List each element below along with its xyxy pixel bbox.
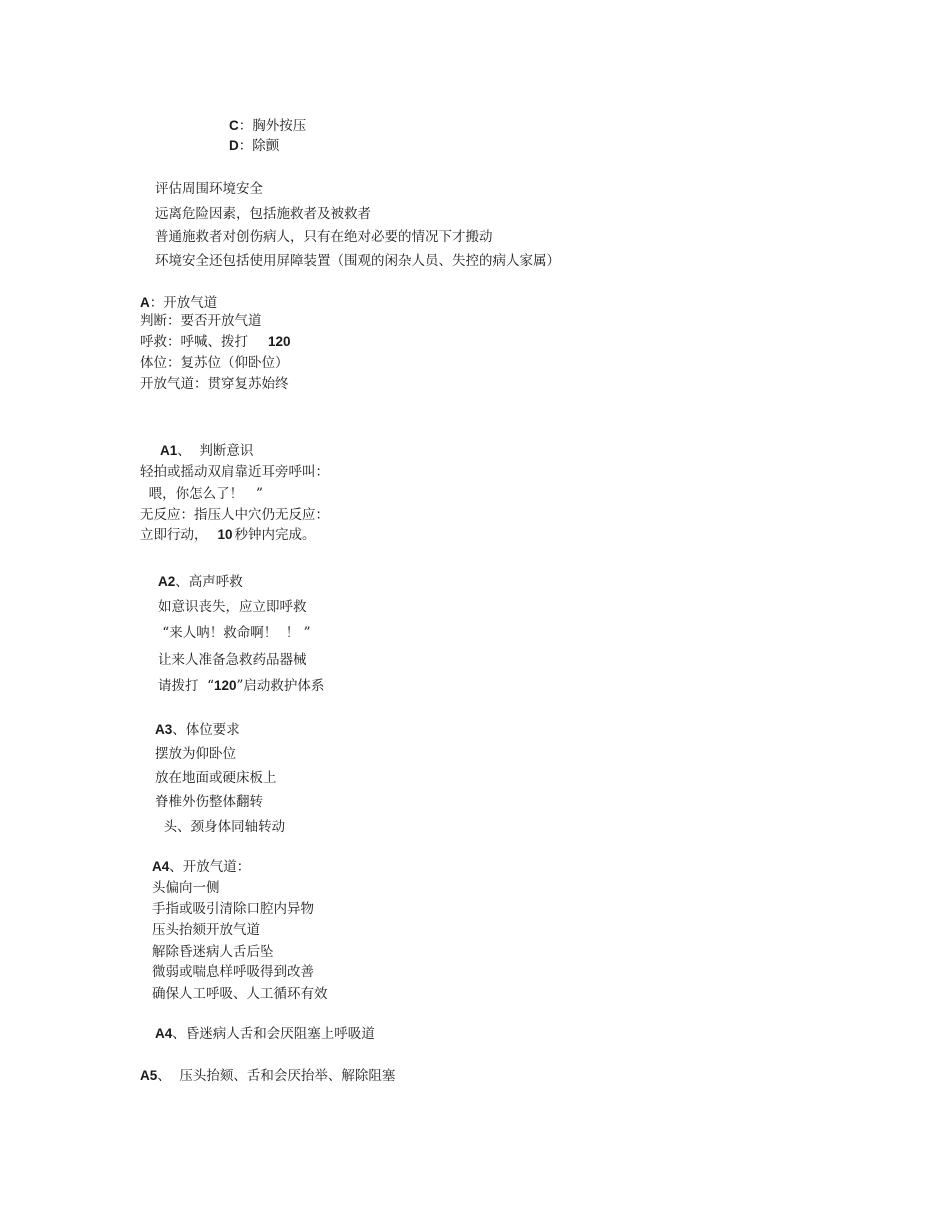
a5-title: 、 压头抬颏、舌和会厌抬举、解除阻塞 — [157, 1068, 396, 1084]
a-open: 开放气道：贯穿复苏始终 — [140, 376, 289, 392]
a3-key: A3 — [155, 722, 173, 737]
a5-heading — [140, 1067, 395, 1085]
step-c-text: ：胸外按压 — [238, 118, 307, 134]
a2-line: 让来人准备急救药品器械 — [158, 652, 307, 668]
a-judge: 判断：要否开放气道 — [140, 313, 262, 329]
a3-title: 、体位要求 — [172, 722, 240, 738]
section-a-title: ：开放气道 — [149, 295, 218, 311]
a3-line: 放在地面或硬床板上 — [155, 770, 277, 786]
a2-line-text: 请拨打 “ — [158, 678, 214, 694]
a1-line: 轻拍或摇动双肩靠近耳旁呼叫： — [140, 464, 329, 480]
a1-key: A1 — [160, 443, 178, 458]
a4-title: 、开放气道： — [169, 859, 251, 875]
a1-line: 无反应：指压人中穴仍无反应： — [140, 507, 329, 523]
env-line: 环境安全还包括使用屏障装置（围观的闲杂人员、失控的病人家属） — [155, 253, 560, 269]
a4-line: 微弱或喘息样呼吸得到改善 — [152, 964, 314, 980]
a4-line: 头偏向一侧 — [152, 880, 220, 896]
a4-line: 确保人工呼吸、人工循环有效 — [152, 986, 328, 1002]
a2-heading — [158, 573, 243, 591]
a3-line: 头、颈身体同轴转动 — [155, 819, 286, 835]
a3-heading — [155, 721, 240, 739]
env-line: 普通施救者对创伤病人，只有在绝对必要的情况下才搬动 — [155, 229, 493, 245]
env-line: 远离危险因素，包括施救者及被救者 — [155, 206, 371, 222]
a3-line: 脊椎外伤整体翻转 — [155, 794, 263, 810]
a4-key: A4 — [152, 859, 170, 874]
a-call-number: 120 — [268, 334, 291, 349]
a-position: 体位：复苏位（仰卧位） — [140, 355, 289, 371]
step-d — [229, 137, 279, 155]
step-c-key: C — [229, 118, 239, 133]
step-d-text: ：除颤 — [238, 138, 280, 154]
section-a-key: A — [140, 295, 150, 310]
a1-seconds: 10 — [217, 527, 233, 542]
a2-line — [158, 677, 324, 695]
a1-line-text: 立即行动， — [140, 527, 208, 543]
a4b-title: 、昏迷病人舌和会厌阻塞上呼吸道 — [172, 1026, 375, 1042]
a4-line: 压头抬颏开放气道 — [152, 922, 260, 938]
a1-heading — [160, 442, 253, 460]
a4b-key: A4 — [155, 1026, 173, 1041]
a2-line: “来人呐！救命啊！ ！ ” — [158, 625, 311, 641]
a3-line: 摆放为仰卧位 — [155, 746, 236, 762]
a1-title: 、 判断意识 — [177, 443, 254, 459]
step-d-key: D — [229, 138, 239, 153]
step-c — [229, 117, 306, 135]
a2-line: 如意识丧失，应立即呼救 — [158, 599, 307, 615]
a2-line-text: ”启动救护体系 — [236, 678, 325, 694]
a1-line-text: 秒钟内完成。 — [234, 527, 316, 543]
a-call-text: 呼救：呼喊、拨打 — [140, 334, 248, 350]
env-line: 评估周围环境安全 — [155, 181, 263, 197]
section-a-heading — [140, 294, 217, 312]
a2-key: A2 — [158, 574, 176, 589]
a4-line: 解除昏迷病人舌后坠 — [152, 944, 274, 960]
a1-line — [140, 526, 316, 544]
a4-line: 手指或吸引清除口腔内异物 — [152, 901, 314, 917]
a1-line: 喂，你怎么了！ ” — [140, 486, 263, 502]
a2-title: 、高声呼救 — [175, 574, 243, 590]
a4b-heading — [155, 1025, 375, 1043]
a2-number: 120 — [213, 678, 237, 693]
a-call — [140, 333, 291, 351]
a4-heading — [152, 858, 250, 876]
a5-key: A5 — [140, 1068, 158, 1083]
